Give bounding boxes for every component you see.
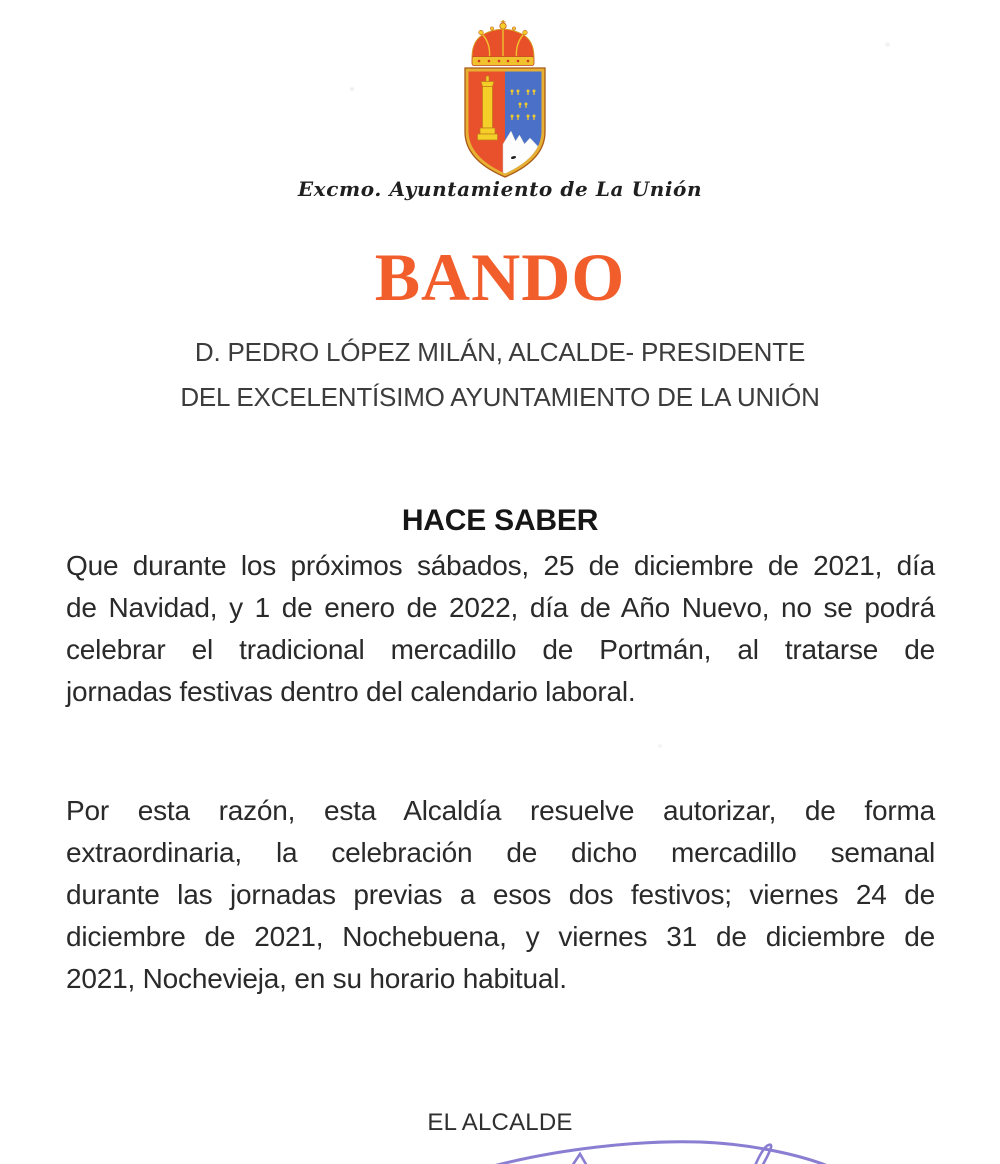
org-caption: Excmo. Ayuntamiento de La Unión (297, 177, 703, 201)
signer-title: EL ALCALDE (427, 1109, 573, 1136)
crown-orb-cross (500, 20, 506, 29)
paragraph-2 (66, 790, 935, 1000)
paragraph-line: diciembre de 2021, Nochebuena, y viernes 31 de diciembre de (66, 921, 935, 952)
paragraph-line: durante las jornadas previas a esos dos festivos; viernes 24 de (66, 879, 935, 910)
shield (465, 68, 545, 177)
paragraph-line: de Navidad, y 1 de enero de 2022, día de Año Nuevo, no se podrá (66, 592, 935, 623)
scan-speck (658, 744, 662, 748)
crown (472, 27, 534, 66)
signature-strokes (486, 1142, 833, 1164)
scan-speck (350, 87, 354, 91)
paragraph-line: 2021, Nochevieja, en su horario habitual. (66, 963, 567, 994)
coat-of-arms-icon (445, 20, 565, 180)
mayor-subtitle-line1: D. PEDRO LÓPEZ MILÁN, ALCALDE- PRESIDENTE (194, 337, 806, 367)
scan-speck (885, 42, 890, 47)
paragraph-1 (66, 545, 935, 713)
paragraph-line: celebrar el tradicional mercadillo de Portmán, al tratarse de (66, 634, 935, 665)
paragraph-line: jornadas festivas dentro del calendario laboral. (66, 676, 636, 707)
page-title: BANDO (374, 239, 626, 315)
paragraph-line: Que durante los próximos sábados, 25 de diciembre de 2021, día (66, 550, 935, 581)
mayor-subtitle-line2: DEL EXCELENTÍSIMO AYUNTAMIENTO DE LA UNIÓN (180, 382, 820, 412)
paragraph-line: extraordinaria, la celebración de dicho mercadillo semanal (66, 837, 935, 868)
mayor-subtitle (0, 330, 1000, 420)
body-heading: HACE SABER (401, 504, 599, 537)
paragraph-line: Por esta razón, esta Alcaldía resuelve autorizar, de forma (66, 795, 935, 826)
